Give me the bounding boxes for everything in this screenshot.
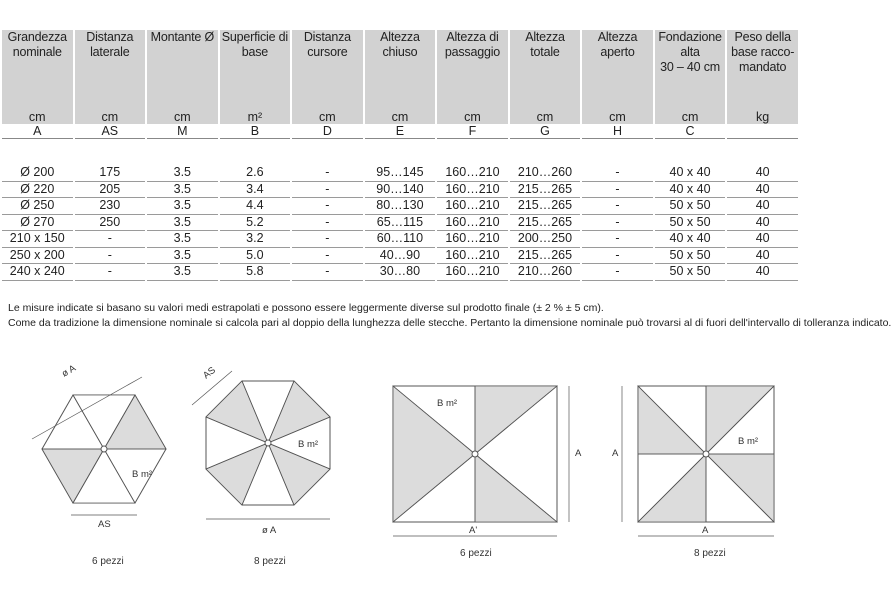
column-unit: cm <box>365 108 436 124</box>
column-header-label: Altezza totale <box>525 30 565 59</box>
unit-row <box>2 108 798 124</box>
table-cell: 40 x 40 <box>655 165 726 182</box>
table-cell: 160…210 <box>437 264 508 281</box>
header-row <box>2 30 798 108</box>
table-cell: 4.4 <box>220 198 291 215</box>
column-code: B <box>220 124 291 139</box>
table-cell: 215…265 <box>510 248 581 265</box>
rectangle-area-label: B m² <box>437 398 458 409</box>
column-unit: m² <box>220 108 291 124</box>
table-cell: 215…265 <box>510 198 581 215</box>
table-cell: 30…80 <box>365 264 436 281</box>
column-header <box>365 30 436 108</box>
table-cell: 200…250 <box>510 231 581 248</box>
table-cell: 40 x 40 <box>655 231 726 248</box>
hexagon-area-label: B m² <box>132 469 153 480</box>
table-cell: - <box>292 215 363 232</box>
table-cell: Ø 220 <box>2 182 73 199</box>
column-header-label: Grandezza nominale <box>7 30 67 59</box>
table-cell: - <box>75 231 146 248</box>
table-cell: 3.4 <box>220 182 291 199</box>
column-header-label: Distanza cursore <box>303 30 351 59</box>
column-code: D <box>292 124 363 139</box>
table-cell: - <box>292 182 363 199</box>
table-cell: - <box>582 198 653 215</box>
table-cell: - <box>582 264 653 281</box>
column-header-label: Peso della base racco- mandato <box>731 30 795 74</box>
square-diagram <box>598 378 798 548</box>
table-cell: - <box>292 264 363 281</box>
table-cell: 50 x 50 <box>655 215 726 232</box>
table-cell: 160…210 <box>437 215 508 232</box>
table-cell: Ø 270 <box>2 215 73 232</box>
table-cell: 5.8 <box>220 264 291 281</box>
square-width-label: A <box>702 525 709 536</box>
table-cell: 215…265 <box>510 215 581 232</box>
column-header <box>510 30 581 108</box>
column-header-label: Altezza aperto <box>597 30 638 59</box>
table-cell: 210 x 150 <box>2 231 73 248</box>
rectangle-caption: 6 pezzi <box>460 548 492 559</box>
table-cell: - <box>582 231 653 248</box>
table-cell: - <box>292 165 363 182</box>
table-cell: 3.5 <box>147 231 218 248</box>
table-cell: 60…110 <box>365 231 436 248</box>
column-unit: cm <box>75 108 146 124</box>
table-cell: - <box>582 215 653 232</box>
table-cell: - <box>75 264 146 281</box>
column-header <box>727 30 798 108</box>
column-unit: cm <box>2 108 73 124</box>
rectangle-height-label: A <box>575 448 582 459</box>
table-cell: - <box>582 182 653 199</box>
column-header-label: Distanza laterale <box>86 30 134 59</box>
table-row <box>2 198 798 215</box>
column-header <box>75 30 146 108</box>
column-header-label: Montante Ø <box>150 30 214 44</box>
table-row <box>2 231 798 248</box>
square-height-label: A <box>612 448 619 459</box>
column-code: F <box>437 124 508 139</box>
table-cell: 40 <box>727 182 798 199</box>
column-unit: kg <box>727 108 798 124</box>
table-cell: 250 <box>75 215 146 232</box>
hexagon-diagram <box>30 345 190 545</box>
table-cell: 3.5 <box>147 182 218 199</box>
column-unit: cm <box>437 108 508 124</box>
table-cell: Ø 250 <box>2 198 73 215</box>
table-row <box>2 182 798 199</box>
table-row <box>2 215 798 232</box>
column-code: C <box>655 124 726 139</box>
table-cell: 205 <box>75 182 146 199</box>
octagon-diameter-label: ø A <box>262 525 277 536</box>
code-row <box>2 124 798 139</box>
note-line-2: Come da tradizione la dimensione nominale si calcola pari al doppio della lunghezza delle stecche. Pertanto la dimensione nominale può trovarsi al di fuori dell'intervallo di tolleranza indicato. <box>8 317 891 329</box>
table-cell: 230 <box>75 198 146 215</box>
table-cell: 50 x 50 <box>655 264 726 281</box>
table-cell: 160…210 <box>437 165 508 182</box>
column-header-label: Altezza chiuso <box>380 30 420 59</box>
column-code: H <box>582 124 653 139</box>
table-cell: - <box>292 198 363 215</box>
table-cell: 3.5 <box>147 264 218 281</box>
table-cell: 40 <box>727 248 798 265</box>
table-cell: 215…265 <box>510 182 581 199</box>
octagon-side-label: AS <box>201 364 218 382</box>
hexagon-side-label: AS <box>98 519 111 530</box>
square-caption: 8 pezzi <box>694 548 726 559</box>
column-unit: cm <box>510 108 581 124</box>
column-header-label: Altezza di passaggio <box>444 30 501 59</box>
column-header <box>220 30 291 108</box>
column-code: E <box>365 124 436 139</box>
column-code <box>727 124 798 139</box>
column-header <box>582 30 653 108</box>
column-unit: cm <box>292 108 363 124</box>
octagon-area-label: B m² <box>298 439 319 450</box>
table-cell: 3.5 <box>147 215 218 232</box>
column-header-label: Superficie di base <box>221 30 288 59</box>
table-cell: 40 x 40 <box>655 182 726 199</box>
note-line-1: Le misure indicate si basano su valori medi estrapolati e possono essere leggermente diverse sul prodotto finale (± 2 % ± 5 cm). <box>8 302 604 314</box>
column-code: G <box>510 124 581 139</box>
table-cell: 2.6 <box>220 165 291 182</box>
table-cell: 40…90 <box>365 248 436 265</box>
table-cell: 160…210 <box>437 231 508 248</box>
column-header <box>292 30 363 108</box>
table-cell: 40 <box>727 231 798 248</box>
table-cell: 90…140 <box>365 182 436 199</box>
table-cell: 160…210 <box>437 182 508 199</box>
table-cell: 80…130 <box>365 198 436 215</box>
table-cell: 50 x 50 <box>655 198 726 215</box>
table-cell: 5.2 <box>220 215 291 232</box>
table-cell: 210…260 <box>510 165 581 182</box>
table-cell: 40 <box>727 264 798 281</box>
table-cell: 210…260 <box>510 264 581 281</box>
table-cell: 160…210 <box>437 198 508 215</box>
table-cell: - <box>292 231 363 248</box>
table-cell: 95…145 <box>365 165 436 182</box>
table-cell: 240 x 240 <box>2 264 73 281</box>
table-cell: 40 <box>727 198 798 215</box>
table-cell: 3.5 <box>147 248 218 265</box>
column-code: A <box>2 124 73 139</box>
column-unit: cm <box>582 108 653 124</box>
table-row <box>2 264 798 281</box>
table-cell: 3.5 <box>147 198 218 215</box>
table-cell: - <box>292 248 363 265</box>
table-cell: - <box>75 248 146 265</box>
column-header <box>147 30 218 108</box>
table-row <box>2 248 798 265</box>
rectangle-width-label: A' <box>469 525 478 536</box>
column-unit: cm <box>655 108 726 124</box>
column-unit: cm <box>147 108 218 124</box>
table-cell: 5.0 <box>220 248 291 265</box>
hexagon-diameter-label: ø A <box>60 362 78 380</box>
table-cell: 160…210 <box>437 248 508 265</box>
column-header-label: Fondazione alta 30 – 40 cm <box>658 30 722 74</box>
table-cell: 40 <box>727 215 798 232</box>
table-cell: 250 x 200 <box>2 248 73 265</box>
table-cell: 40 <box>727 165 798 182</box>
octagon-diagram <box>190 345 350 545</box>
hexagon-caption: 6 pezzi <box>92 556 124 567</box>
rectangle-diagram <box>385 378 585 548</box>
table-cell: 50 x 50 <box>655 248 726 265</box>
table-cell: 65…115 <box>365 215 436 232</box>
table-row <box>2 165 798 182</box>
table-cell: 3.5 <box>147 165 218 182</box>
square-area-label: B m² <box>738 436 759 447</box>
specifications-table <box>0 30 800 281</box>
column-header <box>655 30 726 108</box>
column-header <box>437 30 508 108</box>
table-cell: - <box>582 165 653 182</box>
notes <box>8 301 891 331</box>
table-cell: - <box>582 248 653 265</box>
column-code: M <box>147 124 218 139</box>
column-code: AS <box>75 124 146 139</box>
table-cell: Ø 200 <box>2 165 73 182</box>
table-cell: 3.2 <box>220 231 291 248</box>
table-cell: 175 <box>75 165 146 182</box>
octagon-caption: 8 pezzi <box>254 556 286 567</box>
column-header <box>2 30 73 108</box>
